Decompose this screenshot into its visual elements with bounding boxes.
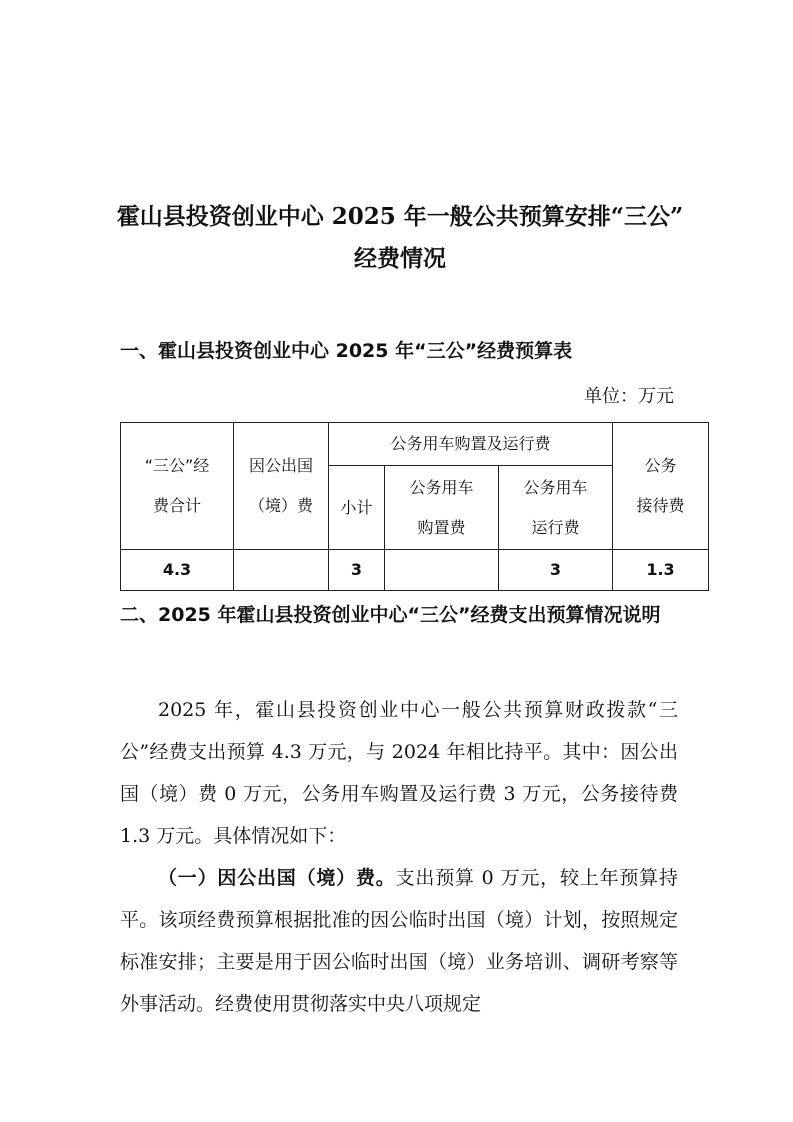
title-line-1: 霍山县投资创业中心 2025 年一般公共预算安排“三公” (116, 203, 684, 230)
table-row (121, 550, 709, 591)
header-vehicle-operation: 公务用车 运行费 (499, 466, 613, 550)
header-vehicle-purchase: 公务用车 购置费 (385, 466, 499, 550)
cell-vehicle-operation: 3 (499, 550, 613, 591)
paragraph-summary: 2025 年，霍山县投资创业中心一般公共预算财政拨款“三公”经费支出预算 4.3 万元，与 2024 年相比持平。其中：因公出国（境）费 0 万元，公务用车购置及运行费 3 万元，公务接待费 1.3 万元。具体情况如下： (120, 699, 678, 847)
cell-vehicle-purchase (385, 550, 499, 591)
cell-subtotal: 3 (329, 550, 385, 591)
budget-table (120, 422, 709, 591)
section2-heading: 二、2025 年霍山县投资创业中心“三公”经费支出预算情况说明 (120, 604, 661, 626)
cell-total: 4.3 (121, 550, 234, 591)
paragraph-lead: （一）因公出国（境）费。 (158, 867, 396, 889)
cell-abroad (234, 550, 329, 591)
header-reception: 公务 接待费 (613, 423, 709, 550)
header-total: “三公”经 费合计 (121, 423, 234, 550)
paragraph-abroad-expense (120, 857, 678, 1025)
header-subtotal: 小计 (329, 466, 385, 550)
paragraph-body: 支出预算 0 万元，较上年预算持平。该项经费预算根据批准的因公临时出国（境）计划，按照规定标准安排；主要是用于因公临时出国（境）业务培训、调研考察等外事活动。经费使用贯彻落实中央八项规定 (120, 867, 678, 1015)
page-title (100, 196, 700, 280)
cell-reception: 1.3 (613, 550, 709, 591)
header-vehicle-group: 公务用车购置及运行费 (329, 423, 613, 466)
header-abroad: 因公出国 （境）费 (234, 423, 329, 550)
unit-label: 单位：万元 (584, 386, 674, 407)
section1-heading: 一、霍山县投资创业中心 2025 年“三公”经费预算表 (120, 340, 573, 362)
title-line-2: 经费情况 (354, 245, 446, 272)
